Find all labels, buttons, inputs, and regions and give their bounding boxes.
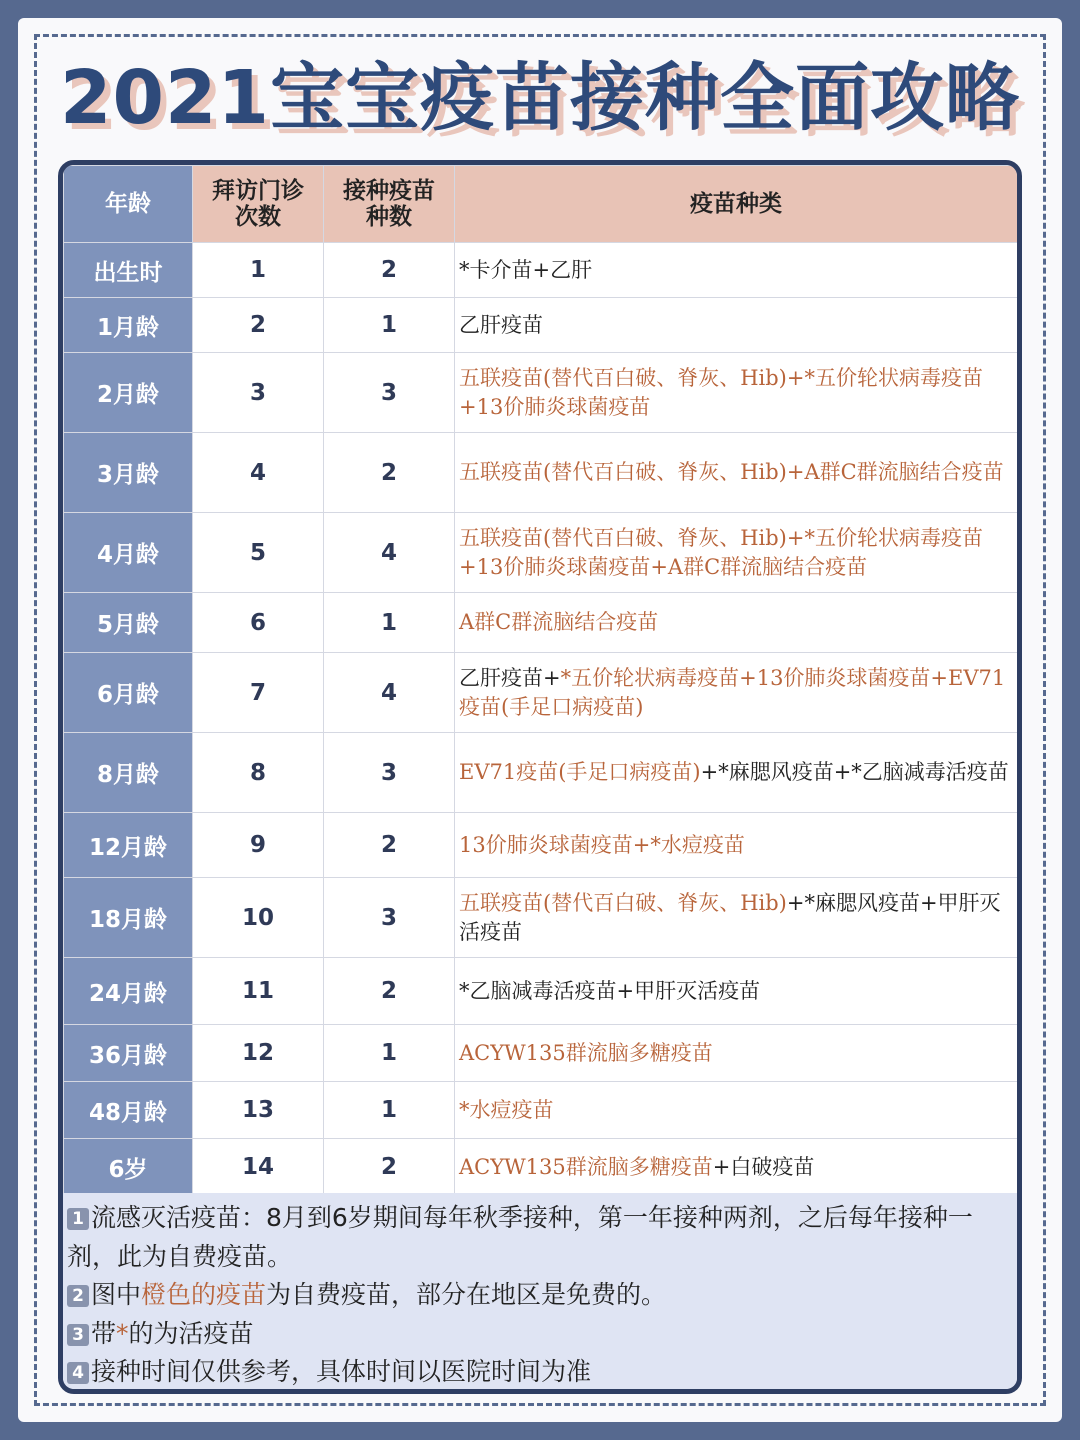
vaccine-text: +白破疫苗: [712, 1154, 815, 1179]
note-number-badge: 1: [67, 1208, 89, 1230]
count-cell: 3: [324, 878, 455, 958]
vaccine-cell: [455, 653, 1018, 733]
self-paid-vaccine-text: *五价轮状病毒疫苗+13价肺炎球菌疫苗+EV71疫苗(手足口病疫苗): [459, 665, 1006, 719]
table-row: [64, 813, 1018, 878]
note-2-pre: 图中: [91, 1280, 142, 1309]
note-4-text: 接种时间仅供参考，具体时间以医院时间为准: [91, 1357, 592, 1386]
self-paid-vaccine-text: EV71疫苗(手足口病疫苗): [459, 760, 701, 784]
table-row: [64, 958, 1018, 1025]
note-number-badge: 4: [67, 1362, 89, 1384]
visits-cell: 11: [193, 958, 324, 1025]
vaccine-cell: [455, 593, 1018, 653]
header-visits: [193, 166, 324, 243]
header-visits-label: 拜访门诊次数: [212, 178, 304, 230]
vaccine-cell: [455, 878, 1018, 958]
vaccine-cell: [455, 1139, 1018, 1196]
count-cell: 1: [324, 593, 455, 653]
vaccine-text: +*麻腮风疫苗+*乙脑减毒活疫苗: [700, 760, 1009, 784]
count-cell: 2: [324, 433, 455, 513]
count-cell: 2: [324, 1139, 455, 1196]
vaccine-schedule-table: [63, 165, 1018, 1196]
vaccine-cell: [455, 813, 1018, 878]
vaccine-cell: [455, 733, 1018, 813]
age-cell: 24月龄: [64, 958, 193, 1025]
vaccine-cell: [455, 1082, 1018, 1139]
count-cell: 2: [324, 243, 455, 298]
note-2-post: 为自费疫苗，部分在地区是免费的。: [266, 1280, 667, 1309]
age-cell: 48月龄: [64, 1082, 193, 1139]
visits-cell: 6: [193, 593, 324, 653]
vaccine-table-frame: [58, 160, 1022, 1394]
count-cell: 1: [324, 298, 455, 353]
age-cell: 1月龄: [64, 298, 193, 353]
vaccine-text: +*麻腮风疫苗+甲肝灭活疫苗: [459, 890, 1001, 944]
note-number-badge: 2: [67, 1285, 89, 1307]
count-cell: 4: [324, 653, 455, 733]
note-3: [67, 1315, 1013, 1354]
visits-cell: 3: [193, 353, 324, 433]
count-cell: 4: [324, 513, 455, 593]
self-paid-vaccine-text: ACYW135群流脑多糖疫苗: [459, 1154, 713, 1179]
count-cell: 2: [324, 958, 455, 1025]
visits-cell: 10: [193, 878, 324, 958]
visits-cell: 5: [193, 513, 324, 593]
self-paid-vaccine-text: 五联疫苗(替代百白破、脊灰、Hib)+*五价轮状病毒疫苗+13价肺炎球菌疫苗: [459, 365, 983, 419]
visits-cell: 2: [193, 298, 324, 353]
page-title: 2021宝宝疫苗接种全面攻略: [60, 55, 1020, 141]
count-cell: 2: [324, 813, 455, 878]
vaccine-cell: [455, 958, 1018, 1025]
header-count-label: 接种疫苗种数: [343, 178, 435, 230]
vaccine-text: 乙肝疫苗+: [459, 665, 561, 690]
note-3-highlight: *: [116, 1318, 129, 1348]
table-row: [64, 298, 1018, 353]
table-row: [64, 1025, 1018, 1082]
vaccine-text: 乙肝疫苗: [459, 312, 543, 337]
note-3-pre: 带: [91, 1318, 117, 1348]
count-cell: 3: [324, 733, 455, 813]
visits-cell: 9: [193, 813, 324, 878]
age-cell: 36月龄: [64, 1025, 193, 1082]
header-age: 年龄: [64, 166, 193, 243]
table-row: [64, 353, 1018, 433]
visits-cell: 13: [193, 1082, 324, 1139]
age-cell: 18月龄: [64, 878, 193, 958]
age-cell: 5月龄: [64, 593, 193, 653]
table-row: [64, 433, 1018, 513]
count-cell: 1: [324, 1082, 455, 1139]
header-vaccines: 疫苗种类: [455, 166, 1018, 243]
visits-cell: 12: [193, 1025, 324, 1082]
vaccine-cell: [455, 243, 1018, 298]
age-cell: 4月龄: [64, 513, 193, 593]
vaccine-text: *卡介苗+乙肝: [459, 257, 593, 282]
note-number-badge: 3: [67, 1324, 89, 1346]
self-paid-vaccine-text: 五联疫苗(替代百白破、脊灰、Hib): [459, 890, 787, 915]
vaccine-cell: [455, 1025, 1018, 1082]
notes-section: [63, 1193, 1017, 1393]
visits-cell: 7: [193, 653, 324, 733]
table-header-row: [64, 166, 1018, 243]
self-paid-vaccine-text: 五联疫苗(替代百白破、脊灰、Hib)+A群C群流脑结合疫苗: [459, 460, 1004, 484]
table-row: [64, 733, 1018, 813]
age-cell: 12月龄: [64, 813, 193, 878]
self-paid-vaccine-text: A群C群流脑结合疫苗: [459, 610, 659, 634]
vaccine-cell: [455, 353, 1018, 433]
table-row: [64, 878, 1018, 958]
self-paid-vaccine-text: 13价肺炎球菌疫苗+*水痘疫苗: [459, 832, 745, 857]
visits-cell: 8: [193, 733, 324, 813]
age-cell: 6月龄: [64, 653, 193, 733]
table-row: [64, 653, 1018, 733]
vaccine-cell: [455, 433, 1018, 513]
header-count: [324, 166, 455, 243]
age-cell: 3月龄: [64, 433, 193, 513]
age-cell: 6岁: [64, 1139, 193, 1196]
note-4: [67, 1353, 1013, 1392]
self-paid-vaccine-text: ACYW135群流脑多糖疫苗: [459, 1040, 713, 1065]
visits-cell: 14: [193, 1139, 324, 1196]
table-row: [64, 513, 1018, 593]
age-cell: 8月龄: [64, 733, 193, 813]
vaccine-cell: [455, 298, 1018, 353]
note-1-text: 流感灭活疫苗：8月到6岁期间每年秋季接种，第一年接种两剂，之后每年接种一剂，此为自费疫苗。: [67, 1203, 973, 1271]
count-cell: 1: [324, 1025, 455, 1082]
note-3-post: 的为活疫苗: [128, 1318, 254, 1348]
count-cell: 3: [324, 353, 455, 433]
age-cell: 出生时: [64, 243, 193, 298]
self-paid-vaccine-text: *水痘疫苗: [459, 1097, 554, 1122]
note-2-highlight: 橙色的疫苗: [141, 1280, 267, 1309]
self-paid-vaccine-text: 五联疫苗(替代百白破、脊灰、Hib)+*五价轮状病毒疫苗+13价肺炎球菌疫苗+A群C群流脑结合疫苗: [459, 525, 983, 579]
vaccine-text: *乙脑减毒活疫苗+甲肝灭活疫苗: [459, 978, 761, 1003]
visits-cell: 4: [193, 433, 324, 513]
table-row: [64, 1082, 1018, 1139]
table-row: [64, 593, 1018, 653]
table-row: [64, 1139, 1018, 1196]
vaccine-cell: [455, 513, 1018, 593]
age-cell: 2月龄: [64, 353, 193, 433]
note-2: [67, 1276, 1013, 1315]
visits-cell: 1: [193, 243, 324, 298]
table-row: [64, 243, 1018, 298]
note-1: [67, 1199, 1013, 1276]
